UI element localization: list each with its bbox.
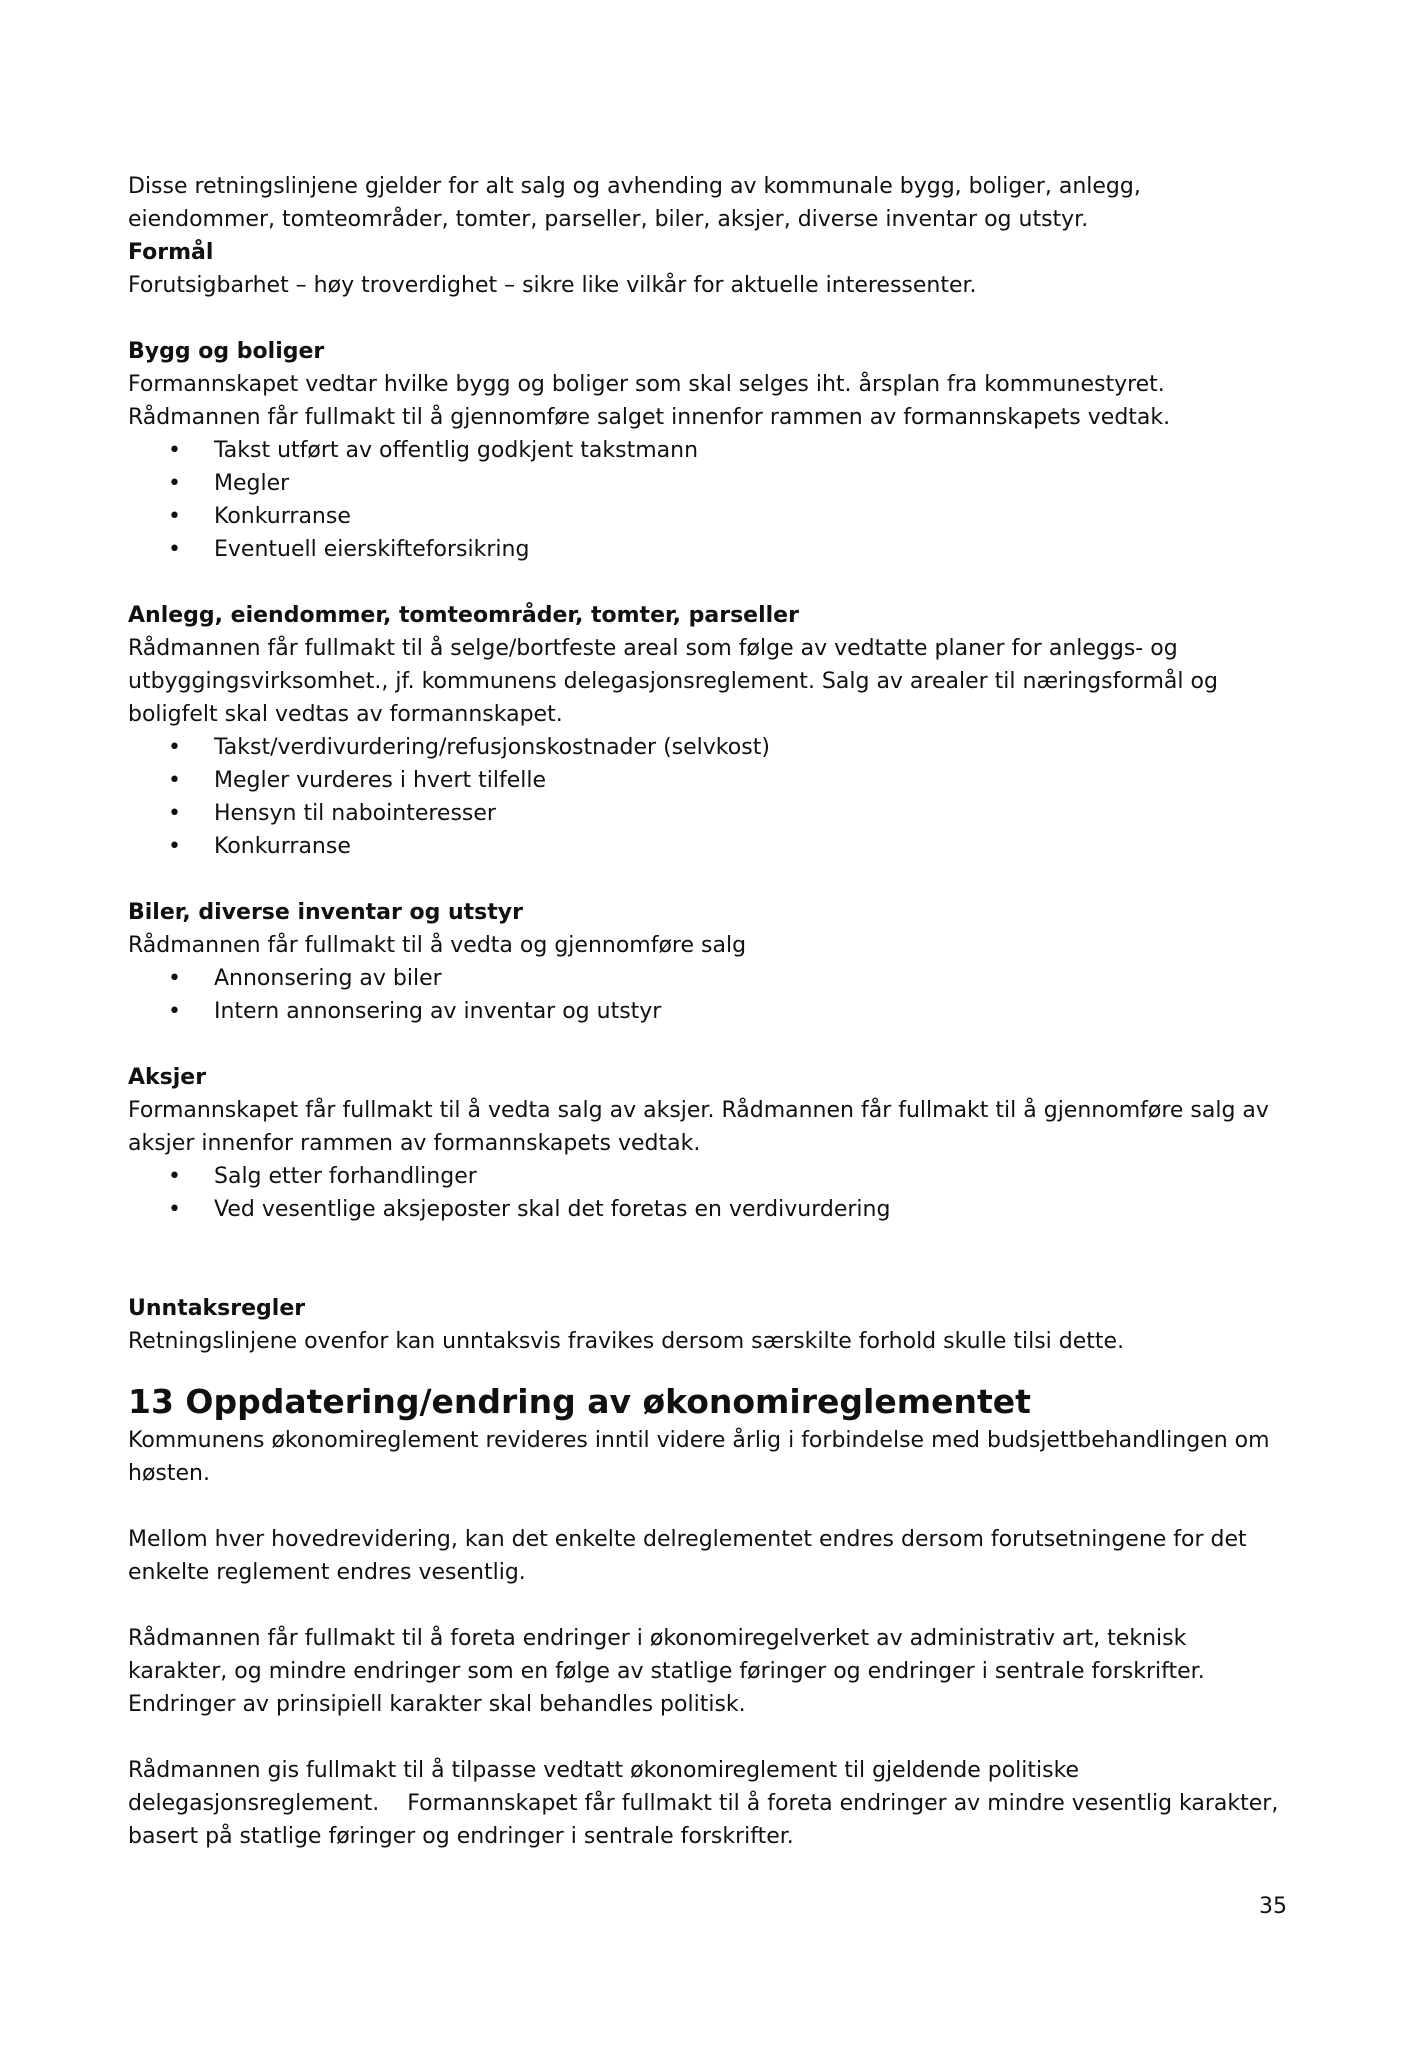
list-item: [128, 830, 1288, 863]
bullet-icon: •: [168, 504, 181, 529]
bullet-icon: •: [168, 768, 181, 793]
list-item-text: Konkurranse: [214, 504, 351, 529]
spacer: [128, 1490, 1288, 1523]
bygg-paragraph: Rådmannen får fullmakt til å gjennomføre salget innenfor rammen av formannskapets vedtak.: [128, 405, 1171, 430]
list-item-text: Salg etter forhandlinger: [214, 1164, 477, 1189]
list-item-text: Konkurranse: [214, 834, 351, 859]
biler-paragraph: Rådmannen får fullmakt til å vedta og gjennomføre salg: [128, 933, 747, 958]
page-number: 35: [1259, 1894, 1287, 1919]
spacer: [128, 1589, 1288, 1622]
list-item: [128, 995, 1288, 1028]
spacer: [128, 302, 1288, 335]
list-item: [128, 1160, 1288, 1193]
spacer: [128, 863, 1288, 896]
list-item-text: Annonsering av biler: [214, 966, 442, 991]
aksjer-heading: Aksjer: [128, 1065, 207, 1090]
chapter-paragraph: Kommunens økonomireglement revideres inntil videre årlig i forbindelse med budsjettbehandlingen om høsten.: [128, 1428, 1270, 1486]
aksjer-bullet-list: [128, 1160, 1288, 1226]
list-item: [128, 1193, 1288, 1226]
bullet-icon: •: [168, 735, 181, 760]
bygg-heading: Bygg og boliger: [128, 339, 325, 364]
chapter-paragraph: Rådmannen får fullmakt til å foreta endringer i økonomiregelverket av administrativ art, teknisk karakter, og mindre endringer som en følge av statlige føringer og endringer i sentrale forskrifter. Endringer av prinsipiell karakter skal behandles politisk.: [128, 1626, 1205, 1717]
spacer: [128, 1226, 1288, 1292]
list-item-text: Intern annonsering av inventar og utstyr: [214, 999, 662, 1024]
document-page: [128, 170, 1288, 1853]
bullet-icon: •: [168, 999, 181, 1024]
list-item: [128, 797, 1288, 830]
list-item: [128, 533, 1288, 566]
list-item: [128, 731, 1288, 764]
list-item-text: Takst utført av offentlig godkjent takstmann: [214, 438, 699, 463]
list-item: [128, 764, 1288, 797]
list-item-text: Takst/verdivurdering/refusjonskostnader (selvkost): [214, 735, 770, 760]
aksjer-paragraph: Formannskapet får fullmakt til å vedta salg av aksjer. Rådmannen får fullmakt til å gjennomføre salg av aksjer innenfor rammen av formannskapets vedtak.: [128, 1098, 1269, 1156]
formal-text: Forutsigbarhet – høy troverdighet – sikre like vilkår for aktuelle interessenter.: [128, 273, 977, 298]
formal-heading: Formål: [128, 240, 214, 265]
bullet-icon: •: [168, 471, 181, 496]
list-item-text: Eventuell eierskifteforsikring: [214, 537, 530, 562]
spacer: [128, 1721, 1288, 1754]
bullet-icon: •: [168, 1197, 181, 1222]
chapter-paragraph: Mellom hver hovedrevidering, kan det enkelte delreglementet endres dersom forutsetningene for det enkelte reglement endres vesentlig.: [128, 1527, 1247, 1585]
unntak-paragraph: Retningslinjene ovenfor kan unntaksvis fravikes dersom særskilte forhold skulle tilsi dette.: [128, 1329, 1125, 1354]
intro-paragraph: Disse retningslinjene gjelder for alt salg og avhending av kommunale bygg, boliger, anlegg, eiendommer, tomteområder, tomter, parseller, biler, aksjer, diverse inventar og utstyr.: [128, 174, 1141, 232]
bygg-paragraph: Formannskapet vedtar hvilke bygg og boliger som skal selges iht. årsplan fra kommunestyret.: [128, 372, 1165, 397]
bullet-icon: •: [168, 801, 181, 826]
biler-heading: Biler, diverse inventar og utstyr: [128, 900, 523, 925]
bygg-bullet-list: [128, 434, 1288, 566]
list-item-text: Ved vesentlige aksjeposter skal det foretas en verdivurdering: [214, 1197, 891, 1222]
chapter-paragraph: Rådmannen gis fullmakt til å tilpasse vedtatt økonomireglement til gjeldende politiske delegasjonsreglement. Formannskapet får fullmakt til å foreta endringer av mindre vesentlig karakter, basert på statlige føringer og endringer i sentrale forskrifter.: [128, 1758, 1286, 1849]
list-item: [128, 467, 1288, 500]
chapter-heading: 13 Oppdatering/endring av økonomireglementet: [128, 1382, 1031, 1421]
list-item: [128, 434, 1288, 467]
list-item-text: Megler: [214, 471, 290, 496]
spacer: [128, 566, 1288, 599]
bullet-icon: •: [168, 438, 181, 463]
anlegg-heading: Anlegg, eiendommer, tomteområder, tomter, parseller: [128, 603, 799, 628]
bullet-icon: •: [168, 966, 181, 991]
unntak-heading: Unntaksregler: [128, 1296, 306, 1321]
bullet-icon: •: [168, 834, 181, 859]
anlegg-bullet-list: [128, 731, 1288, 863]
list-item: [128, 500, 1288, 533]
bullet-icon: •: [168, 1164, 181, 1189]
spacer: [128, 1028, 1288, 1061]
bullet-icon: •: [168, 537, 181, 562]
list-item: [128, 962, 1288, 995]
list-item-text: Hensyn til nabointeresser: [214, 801, 496, 826]
biler-bullet-list: [128, 962, 1288, 1028]
anlegg-paragraph: Rådmannen får fullmakt til å selge/bortfeste areal som følge av vedtatte planer for anleggs- og utbyggingsvirksomhet., jf. kommunens delegasjonsreglement. Salg av arealer til næringsformål og boligfelt skal vedtas av formannskapet.: [128, 636, 1218, 727]
list-item-text: Megler vurderes i hvert tilfelle: [214, 768, 546, 793]
